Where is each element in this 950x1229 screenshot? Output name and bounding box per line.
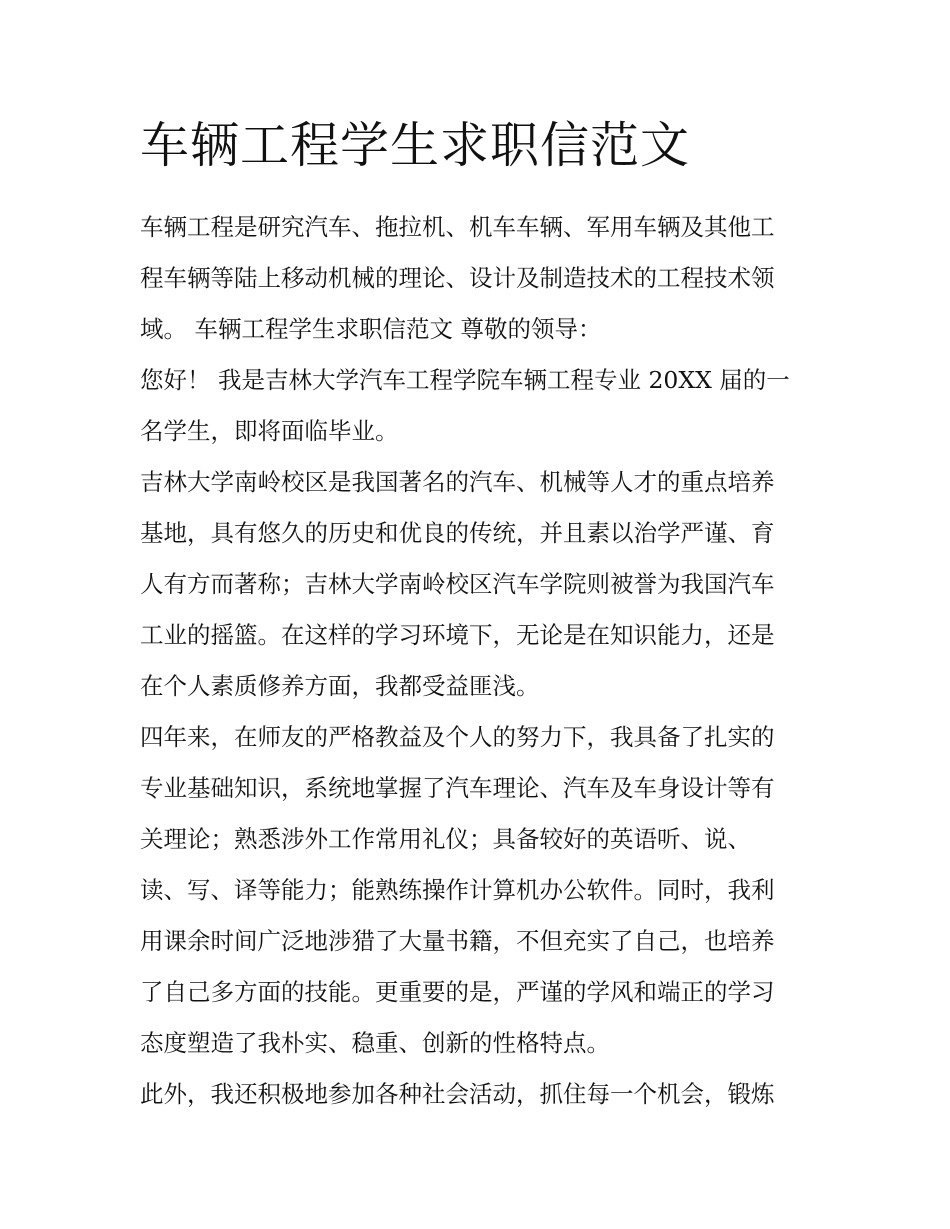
text-line: 名学生，即将面临毕业。 bbox=[140, 417, 399, 445]
document-page bbox=[140, 0, 812, 1229]
text-line: 读、写、译等能力；能熟练操作计算机办公软件。同时，我利 bbox=[140, 876, 775, 904]
paragraph-activities bbox=[140, 1069, 812, 1120]
text-line: 用课余时间广泛地涉猎了大量书籍，不但充实了自己，也培养 bbox=[140, 927, 775, 955]
text-line: 关理论；熟悉涉外工作常用礼仪；具备较好的英语听、说、 bbox=[140, 825, 751, 853]
paragraph-school bbox=[140, 457, 812, 712]
document-body bbox=[140, 202, 812, 1120]
text-line: 此外，我还积极地参加各种社会活动，抓住每一个机会，锻炼 bbox=[140, 1080, 775, 1108]
text-line: 四年来，在师友的严格教益及个人的努力下，我具备了扎实的 bbox=[140, 723, 775, 751]
text-line: 专业基础知识，系统地掌握了汽车理论、汽车及车身设计等有 bbox=[140, 774, 775, 802]
paragraph-skills bbox=[140, 712, 812, 1069]
text-line: 吉林大学南岭校区是我国著名的汽车、机械等人才的重点培养 bbox=[140, 468, 775, 496]
text-line: 您好！ 我是吉林大学汽车工程学院车辆工程专业 20XX 届的一 bbox=[140, 366, 790, 394]
text-line: 在个人素质修养方面，我都受益匪浅。 bbox=[140, 672, 540, 700]
paragraph-greeting bbox=[140, 355, 812, 457]
text-line: 了自己多方面的技能。更重要的是，严谨的学风和端正的学习 bbox=[140, 978, 775, 1006]
document-title: 车辆工程学生求职信范文 bbox=[140, 117, 691, 174]
text-line: 基地，具有悠久的历史和优良的传统，并且素以治学严谨、育 bbox=[140, 519, 775, 547]
text-line: 车辆工程是研究汽车、拖拉机、机车车辆、军用车辆及其他工 bbox=[140, 213, 775, 241]
text-line: 程车辆等陆上移动机械的理论、设计及制造技术的工程技术领 bbox=[140, 264, 775, 292]
text-line: 人有方而著称；吉林大学南岭校区汽车学院则被誉为我国汽车 bbox=[140, 570, 775, 598]
text-line: 工业的摇篮。在这样的学习环境下，无论是在知识能力，还是 bbox=[140, 621, 775, 649]
paragraph-intro bbox=[140, 202, 812, 355]
text-line: 域。 车辆工程学生求职信范文 尊敬的领导： bbox=[140, 315, 602, 343]
text-line: 态度塑造了我朴实、稳重、创新的性格特点。 bbox=[140, 1029, 610, 1057]
